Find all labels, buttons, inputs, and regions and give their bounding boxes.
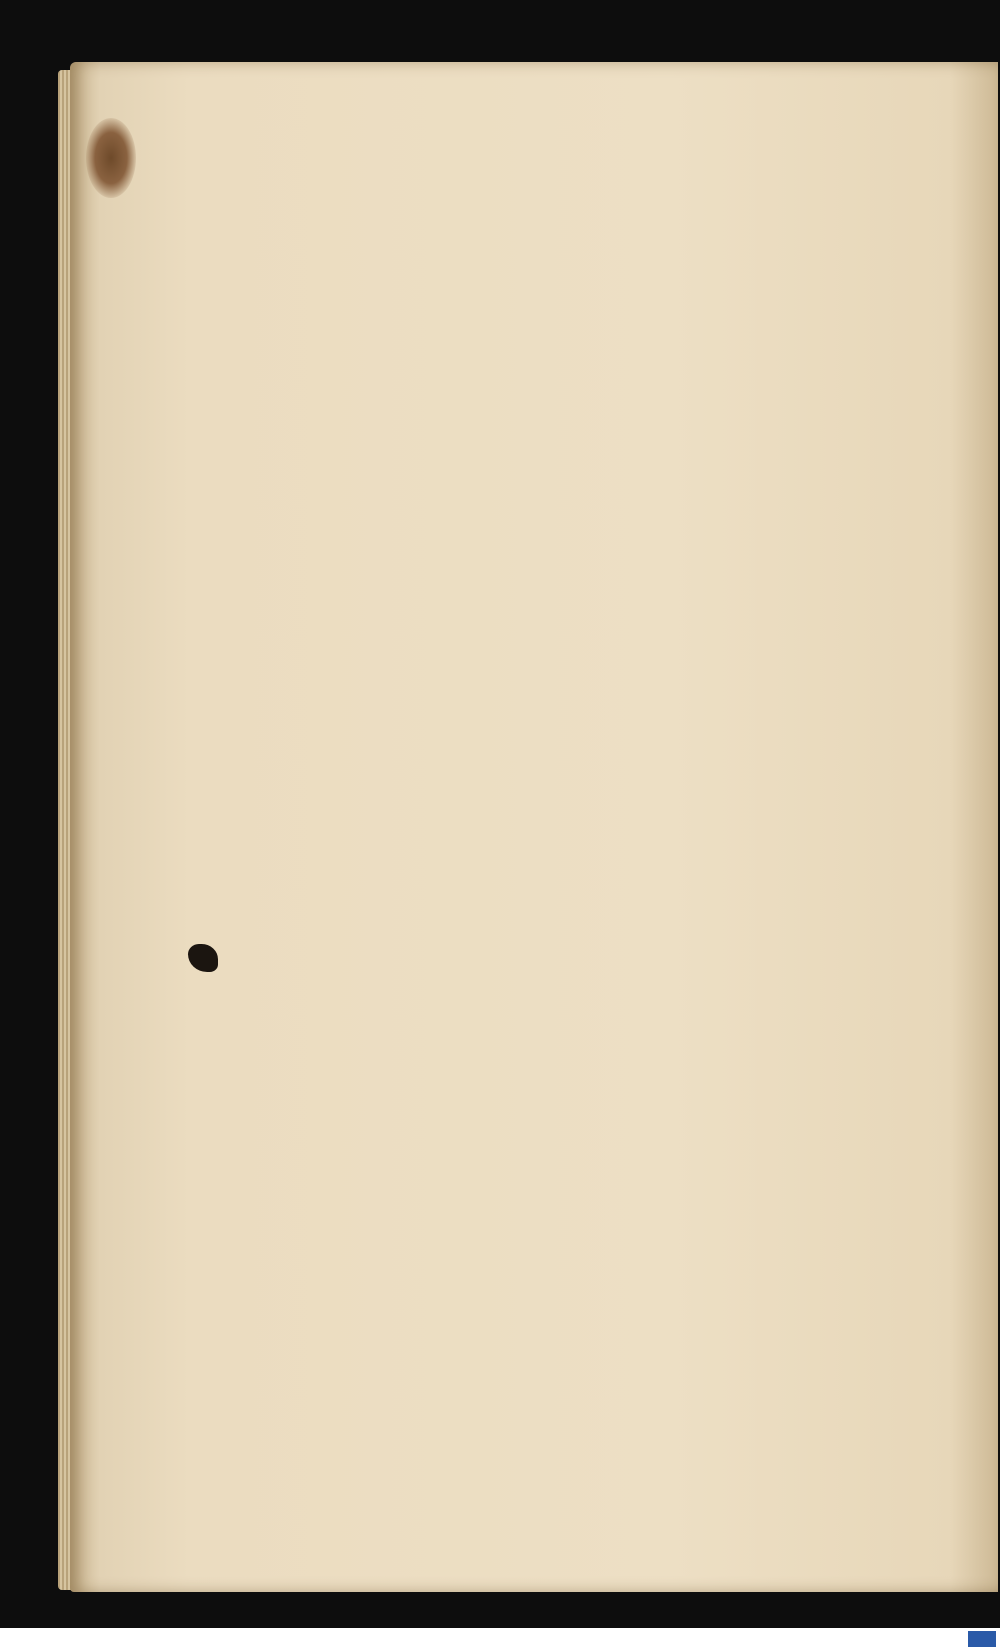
- dfg-logo: [968, 1631, 996, 1647]
- footer-bar: [0, 1628, 1000, 1652]
- book-page: [70, 62, 998, 1592]
- page-stain: [86, 118, 136, 198]
